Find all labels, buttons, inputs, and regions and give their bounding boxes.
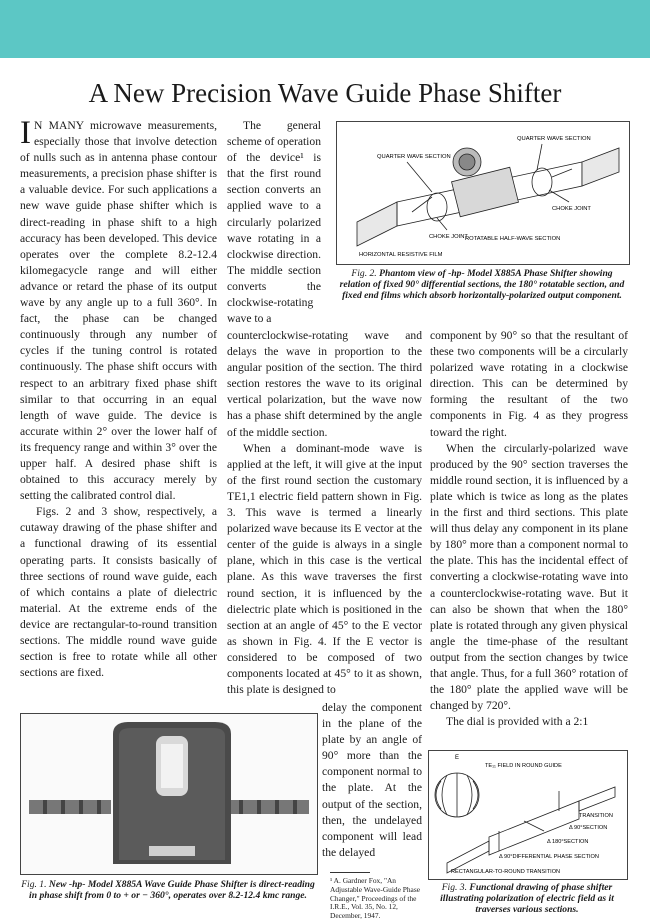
- paragraph: Figs. 2 and 3 show, respectively, a cutaway drawing of the phase shifter and a functional drawing of its essential operating parts. It consists basically of three sections of round wave guide, each of which contains a plate of dielectric material. At the extreme ends of the device are rectangular-to-round transition sections. The middle round wave guide section is free to rotate while all other sections are fixed.: [20, 505, 217, 680]
- label-rect-transition: RECTANGULAR-TO-ROUND TRANSITION: [451, 869, 561, 875]
- paragraph: The general scheme of operation of the device¹ is that the first round section converts an applied wave to a circularly polarized wave rotating in a clockwise direction. The middle section converts the clockwise-rotating wave to a: [227, 119, 322, 326]
- header-band: [0, 0, 650, 58]
- column-2-top: [227, 118, 321, 327]
- phase-shifter-photo: [21, 714, 317, 874]
- label-e-vector: E: [455, 755, 460, 761]
- label-quarter-wave-2: QUARTER WAVE SECTION: [517, 136, 591, 142]
- figure-1-caption: [20, 879, 316, 901]
- column-1: [20, 115, 217, 681]
- label-te-field: TE₁₁ FIELD IN ROUND GUIDE: [485, 763, 562, 769]
- figure-2-box: [336, 121, 630, 265]
- caption-text: New -hp- Model X885A Wave Guide Phase Shifter is direct-reading in phase shift from 0 to + or − 360°, operates over 8.2-12.4 kmc range.: [29, 879, 315, 902]
- column-2-bottom: [322, 700, 422, 861]
- figure-3-box: [428, 750, 628, 880]
- paragraph: When a dominant-mode wave is applied at the left, it will give at the input of the first round section the customary TE1,1 electric field pattern shown in Fig. 3. This wave is termed a linearly polarized wave because its E vector at the center of the guide is always in a single plane, which in this case is the vertical plane. As this wave traverses the first round section, it is influenced by the dielectric plate which is positioned in the section at an angle of 45° to the E vector as shown in Fig. 4. If the E vector is considered to be composed of two components located at 45° to it as shown, this plate is designed to: [227, 441, 422, 697]
- paragraph: When the circularly-polarized wave produced by the 90° section traverses the middle round section, it is influenced by a plate which is twice as long as the plates in the first and third sections. This plate will thus delay any component in its plane by 180° more than a component normal to the plate. This has the incidental effect of converting a clockwise-rotating wave into a counterclockwise-rotating wave. But it can also be shown that when the 180° plate is rotated through any given physical angle the time-phase of the resultant output from the section changes by twice that angle. Thus, for a full 360° rotation of the 180° plate the applied wave will be changed by 720°.: [430, 441, 628, 713]
- paragraph: delay the component in the plane of the plate by an angle of 90° more than the component normal to the plate. At the output of the section, then, the undelayed component will lead the delayed: [322, 701, 422, 859]
- article-title: A New Precision Wave Guide Phase Shifter: [88, 78, 562, 108]
- caption-text: Functional drawing of phase shifter illustrating polarization of electric field as it traverses various sections.: [440, 882, 614, 916]
- label-choke-joint-1: CHOKE JOINT: [429, 234, 468, 240]
- paragraph: The dial is provided with a 2:1: [446, 715, 589, 729]
- label-choke-joint-2: CHOKE JOINT: [552, 206, 591, 212]
- label-90-section: Δ 90°SECTION: [569, 825, 608, 831]
- paragraph: counterclockwise-rotating wave and delays the wave in proportion to the angular position of the section. The third section restores the wave to its original vertical polarization, but the wave now has a phase shift determined by the angle of the middle section.: [227, 329, 422, 439]
- column-3: [430, 328, 628, 730]
- column-2-main: [227, 328, 422, 698]
- label-90-differential: Δ 90°DIFFERENTIAL PHASE SECTION: [499, 854, 599, 860]
- figure-3-caption: [428, 882, 626, 916]
- paragraph: component by 90° so that the resultant of these two components will be a circularly polarized wave rotating in a clockwise direction. This can be determined by forming the resultant of the two components in Fig. 4 as they progress toward the right.: [430, 329, 628, 439]
- figure-2-caption: [336, 268, 628, 302]
- label-horizontal-film: HORIZONTAL RESISTIVE FILM: [359, 252, 443, 258]
- label-rotatable-section: ROTATABLE HALF-WAVE SECTION: [465, 236, 561, 242]
- footnote-rule: [330, 872, 370, 873]
- drop-cap: I: [20, 115, 31, 151]
- label-quarter-wave-1: QUARTER WAVE SECTION: [377, 154, 451, 160]
- caption-number: Fig. 3.: [441, 882, 468, 893]
- paragraph: N MANY microwave measurements, especially those that involve detection of nulls such as in antenna phase contour measurements, a precision phase shifter is a valuable device. For such applications a new wave guide phase shifter which is direct-reading in phase shift to a high accuracy has been developed. This device operates over the complete 8.2-12.4 kilomegacycle range and will either advance or retard the phase of its output wave by any angle up to a full 360°. In fact, the phase can be changed continuously through any number of cycles if the tuning control is rotated continuously. The phase shift occurs with respect to an arbitrary fixed phase shift similar to that occurring in an equal length of wave guide. The device is accurate within 2° over the lower half of its frequency range and within 3° over the upper half. A desired phase shift is obtained to this accuracy merely by setting the calibrated control dial.: [20, 119, 217, 503]
- caption-number: Fig. 2.: [351, 268, 377, 279]
- caption-text: Phantom view of -hp- Model X885A Phase Shifter showing relation of fixed 90° differential sections, the 180° rotatable section, and fixed end films which absorb horizontally-polarized output component.: [339, 268, 625, 302]
- figure-1-box: [20, 713, 318, 875]
- functional-drawing: [429, 751, 627, 879]
- label-180-section: Δ 180°SECTION: [547, 839, 589, 845]
- label-transition: TRANSITION: [579, 813, 613, 819]
- phantom-view-drawing: [337, 122, 629, 264]
- caption-number: Fig. 1.: [21, 879, 47, 890]
- footnote: ¹ A. Gardner Fox, "An Adjustable Wave-Guide Phase Changer," Proceedings of the I.R.E., Vol. 35, No. 12, December, 1947.: [330, 876, 420, 921]
